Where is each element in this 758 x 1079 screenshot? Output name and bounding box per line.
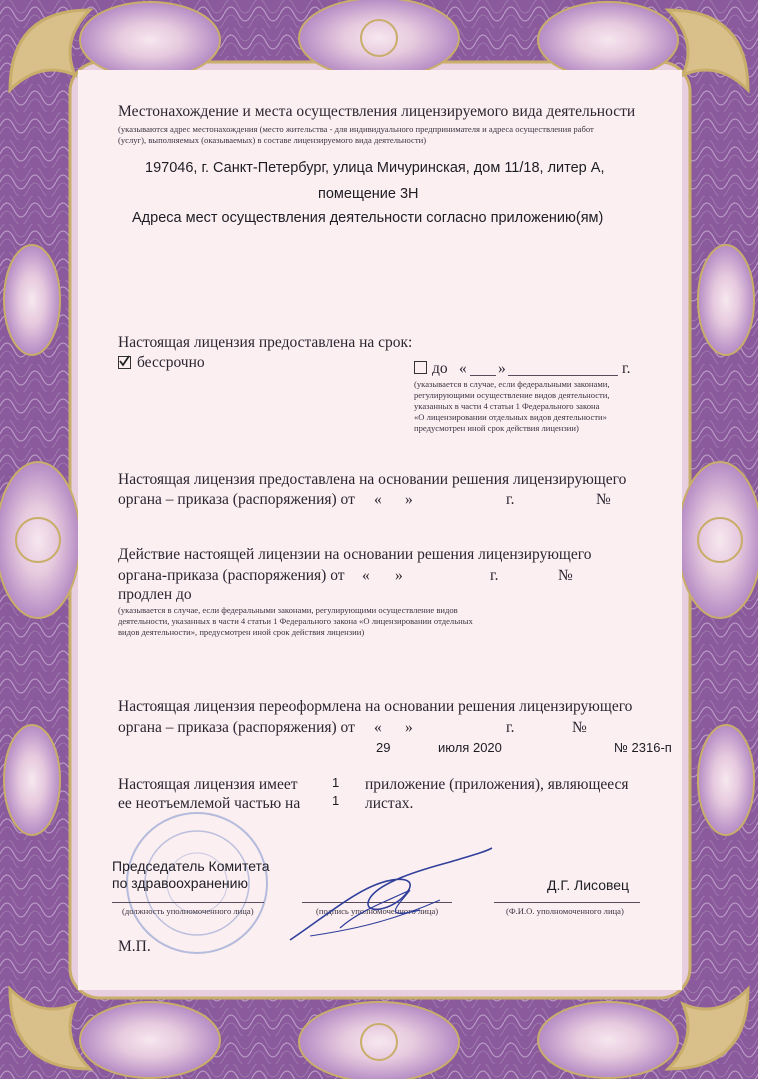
year-suffix: г. [506,719,515,736]
checkbox-indefinite[interactable] [118,356,131,369]
reissue-order-number: № 2316-п [614,740,672,755]
address-value: помещение 3Н [318,186,419,202]
number-sign: № [572,719,587,736]
quote-open: « [374,719,382,736]
appendix-count: 1 [332,775,340,790]
reissue-day: 29 [376,740,391,755]
address-note: (указываются адрес местонахождения (место жительства - для индивидуального предпринимателя и адреса осуществления работ [118,124,594,134]
extension-note: (указывается в случае, если федеральными законами, регулирующими осуществление видов [118,605,458,615]
signer-position: по здравоохранению [112,875,248,891]
number-sign: № [596,491,611,508]
extension-note: видов деятельности», предусмотрен иной срок действия лицензии) [118,627,365,637]
until-note: «О лицензировании отдельных видов деятельности» [414,412,607,422]
blank-line [470,375,496,376]
quote-close: » [498,360,506,377]
address-heading: Местонахождение и места осуществления лицензируемого вида деятельности [118,103,636,120]
number-sign: № [558,567,573,584]
year-suffix: г. [622,360,631,377]
quote-open: « [362,567,370,584]
quote-close: » [405,491,413,508]
quote-open: « [374,491,382,508]
reissue-line: Настоящая лицензия переоформлена на основании решения лицензирующего [118,698,633,715]
address-value: 197046, г. Санкт-Петербург, улица Мичуринская, дом 11/18, литер А, [145,160,605,176]
appendix-line: приложение (приложения), являющееся [365,776,629,793]
sheet-count: 1 [332,793,340,808]
handwritten-signature [280,840,500,950]
appendix-line: листах. [365,795,414,812]
caption-position: (должность уполномоченного лица) [122,906,254,916]
grant-line: Настоящая лицензия предоставлена на основании решения лицензирующего [118,471,627,488]
caption-name: (Ф.И.О. уполномоченного лица) [506,906,624,916]
extension-note: деятельности, указанных в части 4 статьи 1 Федерального закона «О лицензировании отдельных [118,616,473,626]
until-note: регулирующими осуществление видов деятельности, [414,390,610,400]
check-icon [118,355,131,368]
year-suffix: г. [490,567,499,584]
year-suffix: г. [506,491,515,508]
signature-line [494,902,640,903]
term-heading: Настоящая лицензия предоставлена на срок: [118,334,413,351]
seal-place-label: М.П. [118,938,151,955]
until-note: (указывается в случае, если федеральными законами, [414,379,610,389]
quote-open: « [459,360,467,377]
option-until-label: до [432,360,448,377]
quote-close: » [405,719,413,736]
extended-to-label: продлен до [118,586,192,603]
address-note: (услуг), выполняемых (оказываемых) в составе лицензируемого вида деятельности) [118,135,427,145]
signature-line [112,902,264,903]
grant-line: органа – приказа (распоряжения) от [118,491,355,508]
extension-line: Действие настоящей лицензии на основании решения лицензирующего [118,546,592,563]
places-of-activity: Адреса мест осуществления деятельности согласно приложению(ям) [132,210,604,226]
checkbox-until[interactable] [414,361,427,374]
option-indefinite-label: бессрочно [137,354,205,371]
signer-position: Председатель Комитета [112,858,270,874]
appendix-line: ее неотъемлемой частью на [118,795,301,812]
appendix-line: Настоящая лицензия имеет [118,776,298,793]
blank-line [508,375,618,376]
until-note: указанных в части 4 статьи 1 Федерального закона [414,401,600,411]
reissue-month-year: июля 2020 [438,740,502,755]
until-note: предусмотрен иной срок действия лицензии) [414,423,579,433]
caption-signature: (подпись уполномоченного лица) [316,906,439,916]
reissue-line: органа – приказа (распоряжения) от [118,719,355,736]
quote-close: » [395,567,403,584]
signer-name: Д.Г. Лисовец [547,877,630,893]
extension-line: органа-приказа (распоряжения) от [118,567,345,584]
